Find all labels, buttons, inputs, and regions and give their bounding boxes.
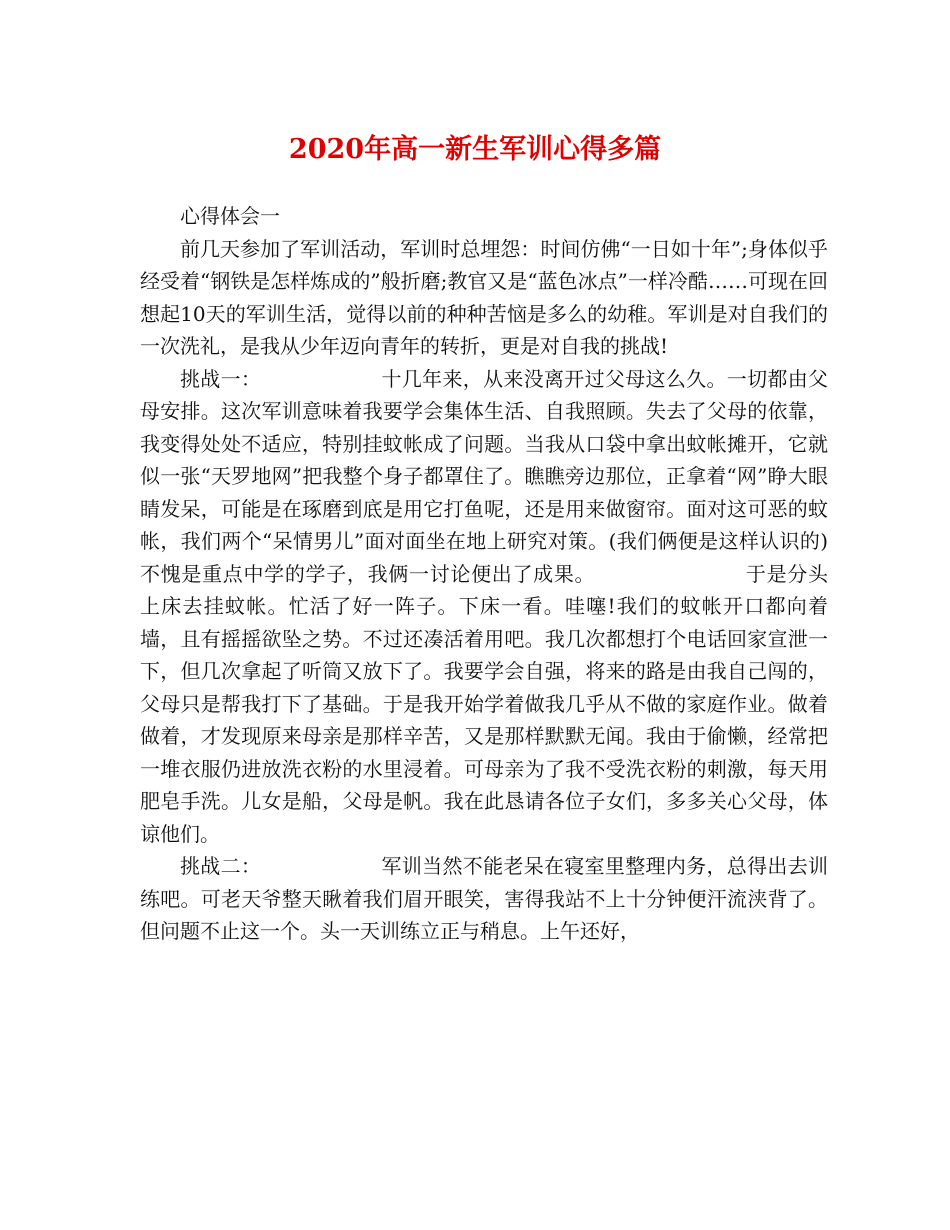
document-body — [140, 200, 828, 948]
paragraph-intro: 前几天参加了军训活动，军训时总埋怨：时间仿佛“一日如十年”;身体似乎经受着“钢铁是怎样炼成的”般折磨;教官又是“蓝色冰点”一样冷酷……可现在回想起10天的军训生活，觉得以前的种种苦恼是多么的幼稚。军训是对自我们的一次洗礼，是我从少年迈向青年的转折，更是对自我的挑战! — [140, 236, 828, 358]
challenge-1-text-b: 于是分头上床去挂蚊帐。忙活了好一阵子。下床一看。哇噻!我们的蚊帐开口都向着墙，且有摇摇欲坠之势。不过还凑活着用吧。我几次都想打个电话回家宣泄一下，但几次拿起了听筒又放下了。我要学会自强，将来的路是由我自己闯的，父母只是帮我打下了基础。于是我开始学着做我几乎从不做的家庭作业。做着做着，才发现原来母亲是那样辛苦，又是那样默默无闻。我由于偷懒，经常把一堆衣服仍进放洗衣粉的水里浸着。可母亲为了我不受洗衣粉的刺激，每天用肥皂手洗。儿女是船，父母是帆。我在此恳请各位子女们，多多关心父母，体谅他们。 — [140, 561, 829, 846]
challenge-1-label: 挑战一： — [180, 366, 262, 391]
document-title: 2020年高一新生军训心得多篇 — [288, 134, 662, 165]
section-heading: 心得体会一 — [180, 204, 280, 228]
paragraph-challenge-2 — [140, 850, 828, 948]
challenge-2-text-a: 军训当然不能老呆在寝室里整理内务，总得出去训练吧。可老天爷整天瞅着我们眉开眼笑，害得我站不上十分钟便汗流浃背了。但问题不止这一个。头一天训练立正与稍息。上午还好， — [140, 854, 829, 943]
challenge-1-text-a: 十几年来，从来没离开过父母这么久。一切都由父母安排。这次军训意味着我要学会集体生活、自我照顾。失去了父母的依靠，我变得处处不适应，特别挂蚊帐成了问题。当我从口袋中拿出蚊帐摊开，它就似一张“天罗地网”把我整个身子都罩住了。瞧瞧旁边那位，正拿着“网”睁大眼睛发呆，可能是在琢磨到底是用它打鱼呢，还是用来做窗帘。面对这可恶的蚊帐，我们两个“呆情男儿”面对面坐在地上研究对策。(我们俩便是这样认识的)不愧是重点中学的学子，我俩一讨论便出了成果。 — [140, 366, 829, 586]
paragraph-challenge-1 — [140, 363, 828, 851]
challenge-2-label: 挑战二： — [180, 854, 262, 878]
